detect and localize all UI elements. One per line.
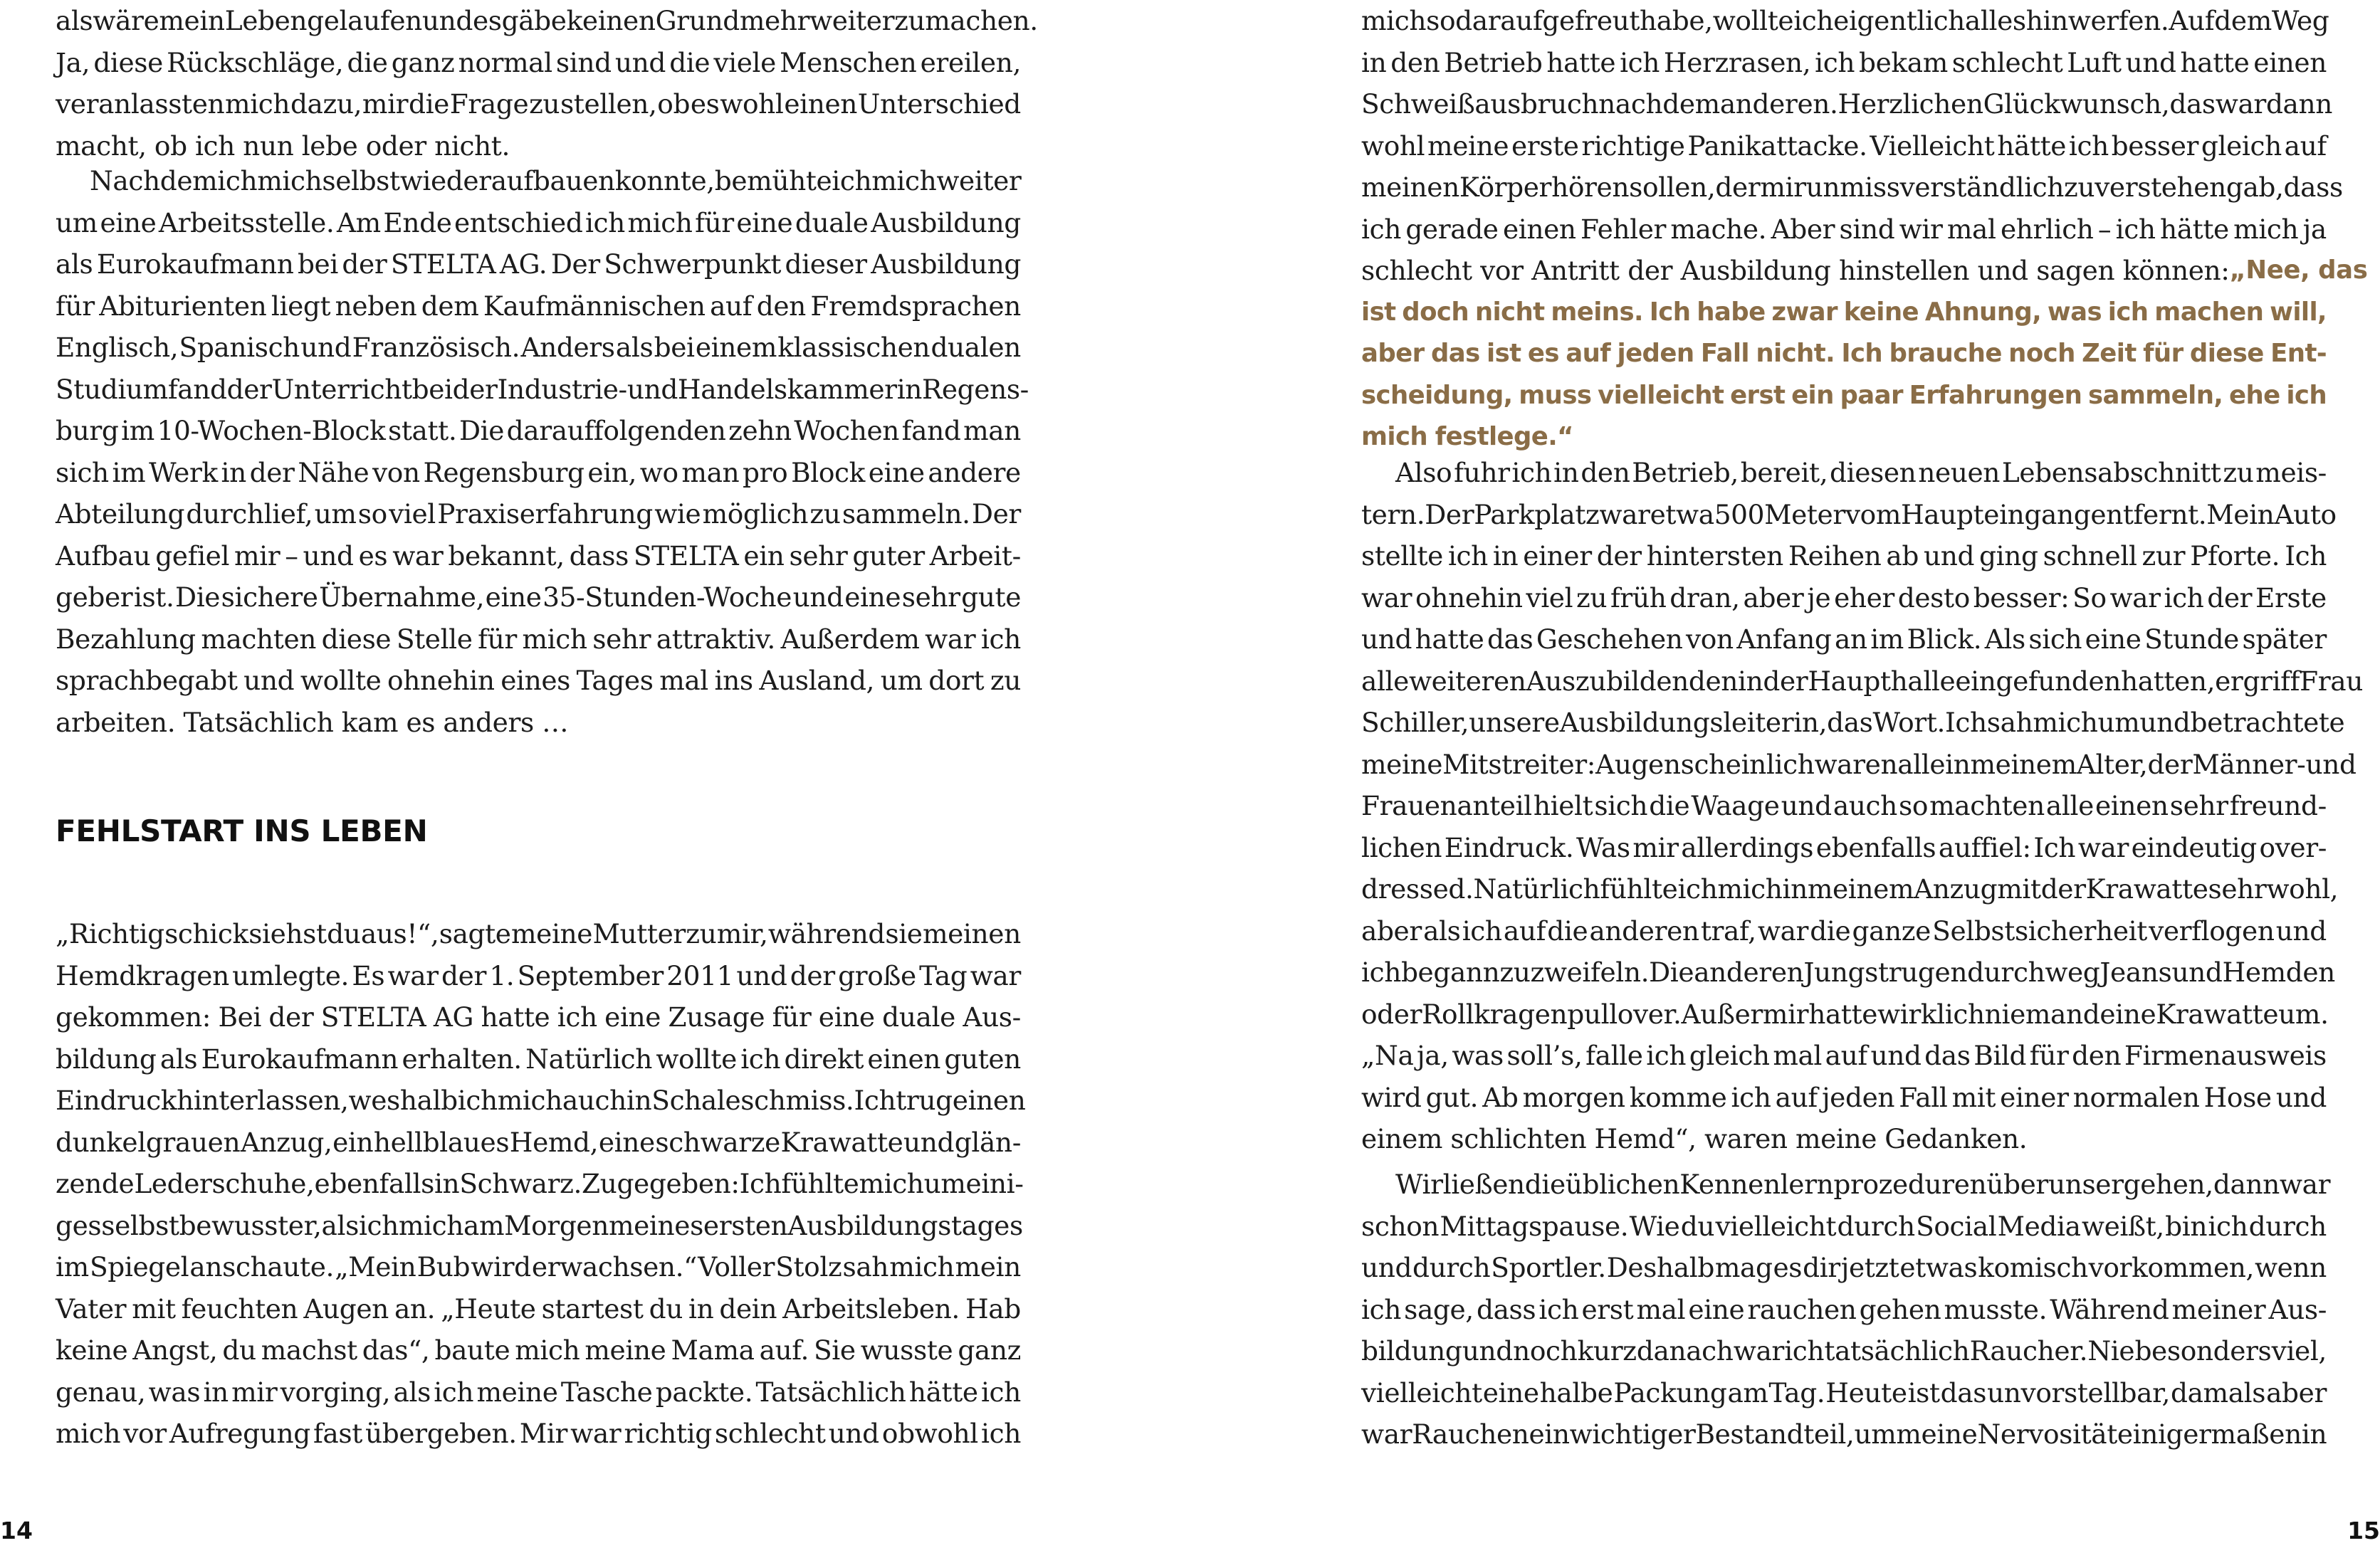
text-line: war Rauchen ein wichtiger Bestandteil, um meine Nervosität einigermaßen in xyxy=(1361,1418,2327,1450)
text-line: „Richtig schick siehst du aus!“, sagte meine Mutter zu mir, während sie meinen xyxy=(56,918,1021,949)
text-line: bildung und noch kurz danach war ich tatsächlich Raucher. Nie besonders viel, xyxy=(1361,1335,2327,1367)
text-line: arbeiten. Tatsächlich kam es anders … xyxy=(56,706,569,738)
text-line: macht, ob ich nun lebe oder nicht. xyxy=(56,130,510,162)
text-line: Aufbau gefiel mir – und es war bekannt, dass STELTA ein sehr guter Arbeit- xyxy=(56,539,1021,572)
text-line: oder Rollkragenpullover. Außer mir hatte wirklich niemand eine Krawatte um. xyxy=(1361,998,2329,1030)
text-line: mich vor Aufregung fast übergeben. Mir war richtig schlecht und obwohl ich xyxy=(56,1418,1021,1449)
text-line: dressed. Natürlich fühlte ich mich in meinem Anzug mit der Krawatte sehr wohl, xyxy=(1361,873,2339,905)
chapter-heading: FEHLSTART INS LEBEN xyxy=(56,814,428,848)
text-line: und durch Sportler. Deshalb mag es dir jetzt etwas komisch vorkommen, wenn xyxy=(1361,1252,2327,1283)
paragraph-intro xyxy=(56,0,1038,167)
text-line: Studium fand der Unterricht bei der Industrie- und Handelskammer in Regens- xyxy=(56,373,1029,405)
text-line: Ja, diese Rückschläge, die ganz normal sind und die viele Menschen ereilen, xyxy=(56,46,1021,78)
text-line: aber das ist es auf jeden Fall nicht. Ich brauche noch Zeit für diese Ent- xyxy=(1361,339,2327,368)
paragraph-fehlstart xyxy=(56,913,1026,1455)
quote-segment: „Nee, das xyxy=(2229,256,2368,285)
text-line: um eine Arbeitsstelle. Am Ende entschied ich mich für eine duale Ausbildung xyxy=(56,206,1021,238)
text-line: wird gut. Ab morgen komme ich auf jeden Fall mit einer normalen Hose und xyxy=(1361,1081,2327,1113)
paragraph-ausbildung xyxy=(56,160,1029,743)
text-line: Englisch, Spanisch und Französisch. Anders als bei einem klassischen dualen xyxy=(56,332,1021,363)
text-line: wohl meine erste richtige Panikattacke. Vielleicht hätte ich besser gleich auf xyxy=(1361,130,2327,162)
text-line: einem schlichten Hemd“, waren meine Gedanken. xyxy=(1361,1123,2028,1154)
text-line: vielleicht eine halbe Packung am Tag. Heute ist das unvorstellbar, damals aber xyxy=(1361,1376,2327,1409)
text-line: Hemdkragen umlegte. Es war der 1. September 2011 und der große Tag war xyxy=(56,959,1021,991)
text-line: zende Lederschuhe, ebenfalls in Schwarz. Zugegeben: Ich fühlte mich um eini- xyxy=(56,1168,1024,1199)
text-line: genau, was in mir vorging, als ich meine Tasche packte. Tatsächlich hätte ich xyxy=(56,1376,1021,1408)
text-line: keine Angst, du machst das“, baute mich meine Mama auf. Sie wusste ganz xyxy=(56,1334,1021,1366)
text-line: Schiller, unsere Ausbildungsleiterin, das Wort. Ich sah mich um und betrachtete xyxy=(1361,707,2345,738)
text-line: ich gerade einen Fehler mache. Aber sind wir mal ehrlich – ich hätte mich ja xyxy=(1361,213,2327,245)
text-line: ich sage, dass ich erst mal eine rauchen gehen musste. Während meiner Aus- xyxy=(1361,1293,2327,1325)
text-line: Eindruck hinterlassen, weshalb ich mich auch in Schale schmiss. Ich trug einen xyxy=(56,1085,1026,1116)
page-number-left: 14 xyxy=(0,1517,33,1544)
text-line: veranlassten mich dazu, mir die Frage zu stellen, ob es wohl einen Unterschied xyxy=(56,88,1021,120)
text-line: als wäre mein Leben gelaufen und es gäbe keinen Grund mehr weiterzumachen. xyxy=(56,5,1038,36)
paragraph-betrieb xyxy=(1361,452,2363,1160)
page-number-right: 15 xyxy=(2347,1517,2380,1544)
text-line: meine Mitstreiter: Augenscheinlich waren alle in meinem Alter, der Männer- und xyxy=(1361,748,2357,780)
text-line: mich so darauf gefreut habe, wollte ich eigentlich alles hinwerfen. Auf dem Weg xyxy=(1361,5,2329,36)
text-line: dunkelgrauen Anzug, ein hellblaues Hemd, eine schwarze Krawatte und glän- xyxy=(56,1126,1021,1158)
text-line: alle weiteren Auszubildenden in der Haupthalle eingefunden hatten, ergriff Frau xyxy=(1361,665,2363,697)
text-line: sprachbegabt und wollte ohnehin eines Tages mal ins Ausland, um dort zu xyxy=(56,665,1021,696)
text-line: mich festlege.“ xyxy=(1361,422,1573,451)
text-line: Vater mit feuchten Augen an. „Heute startest du in dein Arbeitsleben. Hab xyxy=(56,1292,1021,1325)
text-line: bildung als Eurokaufmann erhalten. Natürlich wollte ich direkt einen guten xyxy=(56,1043,1021,1075)
text-line: scheidung, muss vielleicht erst ein paar Erfahrungen sammeln, ehe ich xyxy=(1361,380,2327,410)
text-line: tern. Der Parkplatz war etwa 500 Meter vom Haupteingang entfernt. Mein Auto xyxy=(1361,498,2337,530)
text-line: sich im Werk in der Nähe von Regensburg ein, wo man pro Block eine andere xyxy=(56,456,1021,488)
text-line: als Eurokaufmann bei der STELTA AG. Der Schwerpunkt dieser Ausbildung xyxy=(56,248,1021,280)
paragraph-mittagspause xyxy=(1361,1164,2331,1455)
text-segment: schlecht vor Antritt der Ausbildung hinstellen und sagen können: xyxy=(1361,255,2230,286)
text-line: „Na ja, was soll’s, falle ich gleich mal auf und das Bild für den Firmenausweis xyxy=(1361,1040,2327,1071)
text-line: ist doch nicht meins. Ich habe zwar keine Ahnung, was ich machen will, xyxy=(1361,297,2327,327)
text-line: Wir ließen die üblichen Kennenlernprozeduren über uns ergehen, dann war xyxy=(1395,1169,2331,1200)
text-line: war ohnehin viel zu früh dran, aber je eher desto besser: So war ich der Erste xyxy=(1361,581,2327,614)
text-line: stellte ich in einer der hintersten Reihen ab und ging schnell zur Pforte. Ich xyxy=(1361,540,2327,572)
text-line: in den Betrieb hatte ich Herzrasen, ich bekam schlecht Luft und hatte einen xyxy=(1361,46,2327,78)
text-line: und hatte das Geschehen von Anfang an im Blick. Als sich eine Stunde später xyxy=(1361,623,2327,655)
right-page xyxy=(1190,0,2380,1548)
text-line: schon Mittagspause. Wie du vielleicht durch Social Media weißt, bin ich durch xyxy=(1361,1210,2327,1242)
text-line: aber als ich auf die anderen traf, war die ganze Selbstsicherheit verflogen und xyxy=(1361,915,2327,947)
text-line: meinen Körper hören sollen, der mir unmissverständlich zu verstehen gab, dass xyxy=(1361,172,2343,203)
text-line: Bezahlung machten diese Stelle für mich sehr attraktiv. Außerdem war ich xyxy=(56,623,1021,655)
text-line: burg im 10-Wochen-Block statt. Die darauffolgenden zehn Wochen fand man xyxy=(56,415,1021,446)
paragraph-panic xyxy=(1361,0,2368,458)
text-line: für Abiturienten liegt neben dem Kaufmännischen auf den Fremdsprachen xyxy=(56,290,1021,322)
text-line: Nachdem ich mich selbst wieder aufbauen konnte, bemühte ich mich weiter xyxy=(90,165,1022,196)
text-line: Schweißausbruch nach dem anderen. Herzlichen Glückwunsch, das war dann xyxy=(1361,88,2333,120)
text-line: Frauenanteil hielt sich die Waage und auch so machten alle einen sehr freund- xyxy=(1361,790,2327,821)
text-line: lichen Eindruck. Was mir allerdings ebenfalls auffiel: Ich war eindeutig over- xyxy=(1361,831,2327,863)
text-line: gekommen: Bei der STELTA AG hatte ich eine Zusage für eine duale Aus- xyxy=(56,1001,1021,1033)
text-line: geber ist. Die sichere Übernahme, eine 35-Stunden-Woche und eine sehr gute xyxy=(56,581,1021,613)
mixed-line xyxy=(1361,250,2368,292)
text-line: Abteilung durchlief, um so viel Praxiserfahrung wie möglich zu sammeln. Der xyxy=(56,498,1021,530)
text-line: ges selbstbewusster, als ich mich am Morgen meines ersten Ausbildungstages xyxy=(56,1209,1023,1241)
text-line: im Spiegel anschaute. „Mein Bub wird erwachsen.“ Voller Stolz sah mich mein xyxy=(56,1251,1021,1283)
text-line: Also fuhr ich in den Betrieb, bereit, diesen neuen Lebensabschnitt zu meis- xyxy=(1395,457,2327,488)
text-line: ich begann zu zweifeln. Die anderen Jungs trugen durchweg Jeans und Hemden xyxy=(1361,957,2335,988)
